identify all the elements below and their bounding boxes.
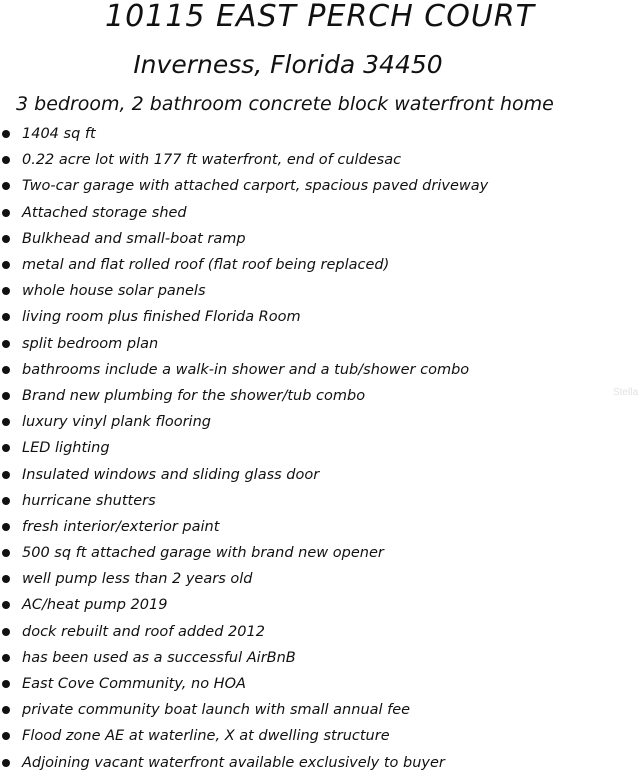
feature-text: Two-car garage with attached carport, spacious paved driveway: [22, 178, 489, 195]
bullet-icon: [2, 680, 10, 688]
feature-text: living room plus finished Florida Room: [22, 309, 301, 326]
list-item: [0, 461, 620, 487]
list-item: [0, 671, 620, 697]
feature-text: hurricane shutters: [22, 492, 156, 509]
feature-text: Brand new plumbing for the shower/tub combo: [22, 387, 366, 404]
feature-text: luxury vinyl plank flooring: [22, 414, 211, 431]
bullet-icon: [2, 261, 10, 269]
property-address-title: 10115 EAST PERCH COURT: [105, 0, 535, 34]
city-state-zip: Inverness, Florida 34450: [133, 50, 443, 79]
list-item: [0, 540, 620, 566]
list-item: [0, 723, 620, 749]
feature-text: East Cove Community, no HOA: [22, 676, 246, 693]
bullet-icon: [2, 654, 10, 662]
bullet-icon: [2, 156, 10, 164]
watermark: Stella: [612, 387, 638, 398]
feature-text: bathrooms include a walk-in shower and a tub/shower combo: [22, 361, 470, 378]
list-item: [0, 514, 620, 540]
bullet-icon: [2, 523, 10, 531]
feature-text: has been used as a successful AirBnB: [22, 649, 296, 666]
list-item: [0, 750, 620, 776]
bullet-icon: [2, 235, 10, 243]
feature-text: 0.22 acre lot with 177 ft waterfront, end of culdesac: [22, 152, 402, 169]
list-item: [0, 409, 620, 435]
bullet-icon: [2, 418, 10, 426]
list-item: [0, 383, 620, 409]
list-item: [0, 147, 620, 173]
bullet-icon: [2, 628, 10, 636]
bullet-icon: [2, 706, 10, 714]
bullet-icon: [2, 340, 10, 348]
property-tagline: 3 bedroom, 2 bathroom concrete block waterfront home: [16, 93, 554, 115]
list-item: [0, 488, 620, 514]
feature-text: Flood zone AE at waterline, X at dwelling structure: [22, 728, 390, 745]
bullet-icon: [2, 366, 10, 374]
list-item: [0, 304, 620, 330]
list-item: [0, 435, 620, 461]
list-item: [0, 566, 620, 592]
feature-text: 500 sq ft attached garage with brand new opener: [22, 545, 384, 562]
feature-text: AC/heat pump 2019: [22, 597, 168, 614]
bullet-icon: [2, 182, 10, 190]
list-item: [0, 173, 620, 199]
bullet-icon: [2, 209, 10, 217]
feature-text: Insulated windows and sliding glass door: [22, 466, 320, 483]
list-item: [0, 697, 620, 723]
bullet-icon: [2, 392, 10, 400]
feature-text: 1404 sq ft: [22, 126, 96, 143]
feature-text: well pump less than 2 years old: [22, 571, 253, 588]
feature-text: whole house solar panels: [22, 283, 206, 300]
list-item: [0, 121, 620, 147]
bullet-icon: [2, 759, 10, 767]
bullet-icon: [2, 313, 10, 321]
bullet-icon: [2, 287, 10, 295]
feature-text: dock rebuilt and roof added 2012: [22, 623, 265, 640]
feature-list: [0, 121, 620, 776]
list-item: [0, 252, 620, 278]
list-item: [0, 200, 620, 226]
feature-text: metal and flat rolled roof (flat roof being replaced): [22, 257, 390, 274]
bullet-icon: [2, 130, 10, 138]
list-item: [0, 592, 620, 618]
list-item: [0, 278, 620, 304]
feature-text: Attached storage shed: [22, 204, 187, 221]
list-item: [0, 645, 620, 671]
feature-text: fresh interior/exterior paint: [22, 518, 220, 535]
bullet-icon: [2, 732, 10, 740]
feature-text: Bulkhead and small-boat ramp: [22, 230, 246, 247]
feature-text: LED lighting: [22, 440, 110, 457]
bullet-icon: [2, 444, 10, 452]
feature-text: private community boat launch with small annual fee: [22, 702, 411, 719]
bullet-icon: [2, 471, 10, 479]
bullet-icon: [2, 549, 10, 557]
bullet-icon: [2, 575, 10, 583]
bullet-icon: [2, 601, 10, 609]
bullet-icon: [2, 497, 10, 505]
feature-text: split bedroom plan: [22, 335, 159, 352]
list-item: [0, 619, 620, 645]
list-item: [0, 226, 620, 252]
feature-text: Adjoining vacant waterfront available exclusively to buyer: [22, 754, 445, 771]
list-item: [0, 331, 620, 357]
list-item: [0, 357, 620, 383]
